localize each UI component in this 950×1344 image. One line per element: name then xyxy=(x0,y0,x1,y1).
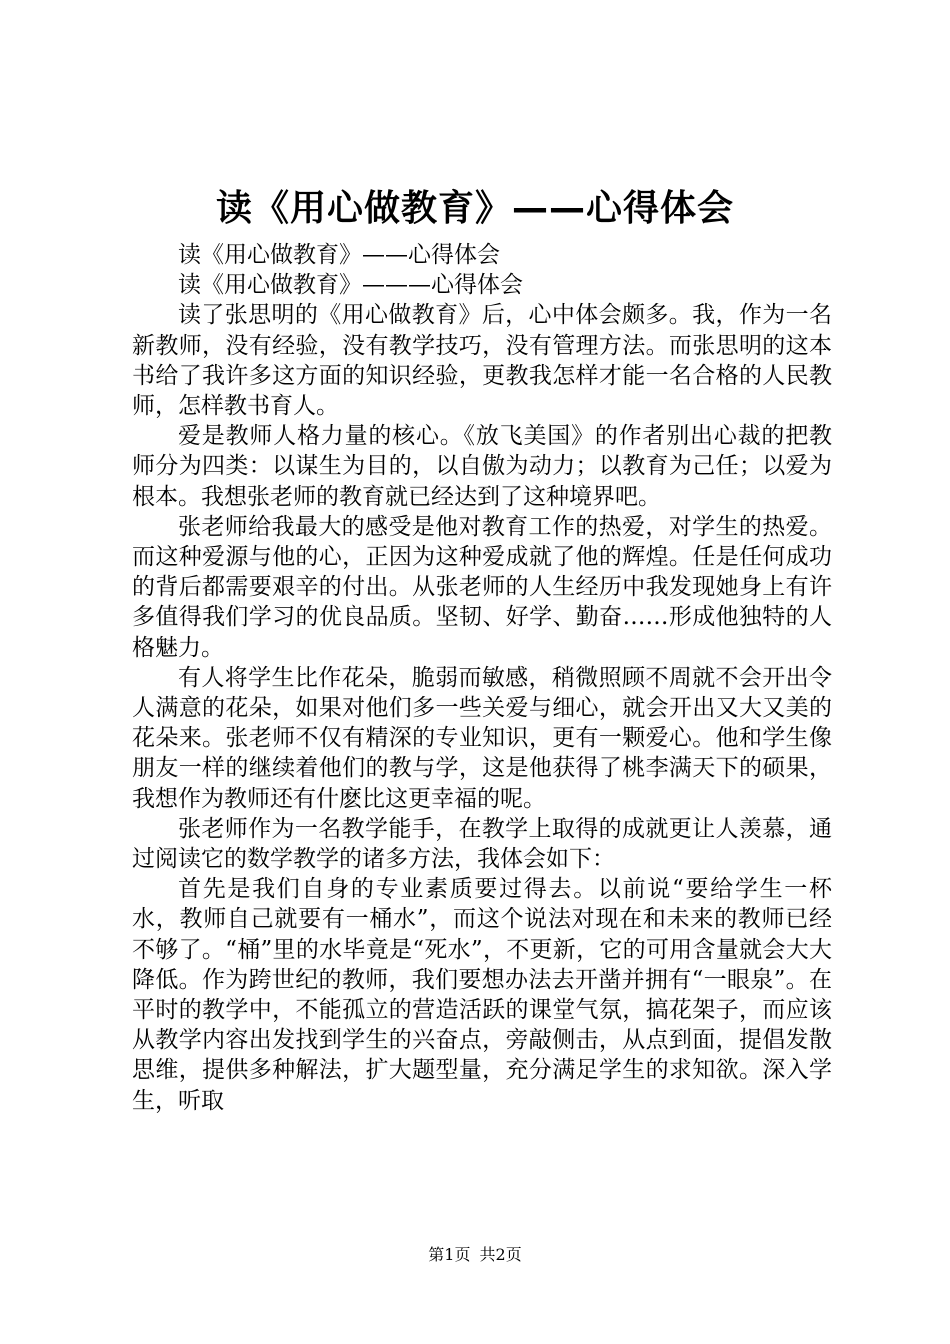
paragraph: 有人将学生比作花朵，脆弱而敏感，稍微照顾不周就不会开出令人满意的花朵，如果对他们多一些关爱与细心，就会开出又大又美的花朵来。张老师不仅有精深的专业知识，更有一颗爱心。他和学生像朋友一样的继续着他们的教与学，这是他获得了桃李满天下的硕果，我想作为教师还有什麽比这更幸福的呢。 xyxy=(132,664,832,812)
paragraph: 读了张思明的《用心做教育》后，心中体会颇多。我，作为一名新教师，没有经验，没有教学技巧，没有管理方法。而张思明的这本书给了我许多这方面的知识经验，更教我怎样才能一名合格的人民教师，怎样教书育人。 xyxy=(132,302,832,420)
page-footer xyxy=(0,1245,950,1265)
page-number: 第1页 xyxy=(428,1245,471,1264)
paragraph: 首先是我们自身的专业素质要过得去。以前说“要给学生一杯水，教师自己就要有一桶水”，而这个说法对现在和未来的教师已经不够了。“桶”里的水毕竟是“死水”，不更新，它的可用含量就会大大降低。作为跨世纪的教师，我们要想办法去开凿并拥有“一眼泉”。在平时的教学中，不能孤立的营造活跃的课堂气氛，搞花架子，而应该从教学内容出发找到学生的兴奋点，旁敲侧击，从点到面，提倡发散思维，提供多种解法，扩大题型量，充分满足学生的求知欲。深入学生，听取 xyxy=(132,876,832,1114)
paragraph: 爱是教师人格力量的核心。《放飞美国》的作者别出心裁的把教师分为四类：以谋生为目的，以自傲为动力；以教育为己任；以爱为根本。我想张老师的教育就已经达到了这种境界吧。 xyxy=(132,423,832,510)
paragraph: 张老师作为一名教学能手，在教学上取得的成就更让人羡慕，通过阅读它的数学教学的诸多方法，我体会如下： xyxy=(132,815,832,873)
paragraph: 读《用心做教育》———心得体会 xyxy=(178,272,523,299)
document-title: 读《用心做教育》——心得体会 xyxy=(215,188,734,229)
document-body xyxy=(132,240,832,1116)
page-total: 共2页 xyxy=(479,1245,522,1264)
paragraph: 读《用心做教育》——心得体会 xyxy=(178,242,500,268)
paragraph: 张老师给我最大的感受是他对教育工作的热爱，对学生的热爱。而这种爱源与他的心，正因为这种爱成就了他的辉煌。任是任何成功的背后都需要艰辛的付出。从张老师的人生经历中我发现她身上有许多值得我们学习的优良品质。坚韧、好学、勤奋……形成他独特的人格魅力。 xyxy=(132,513,832,661)
